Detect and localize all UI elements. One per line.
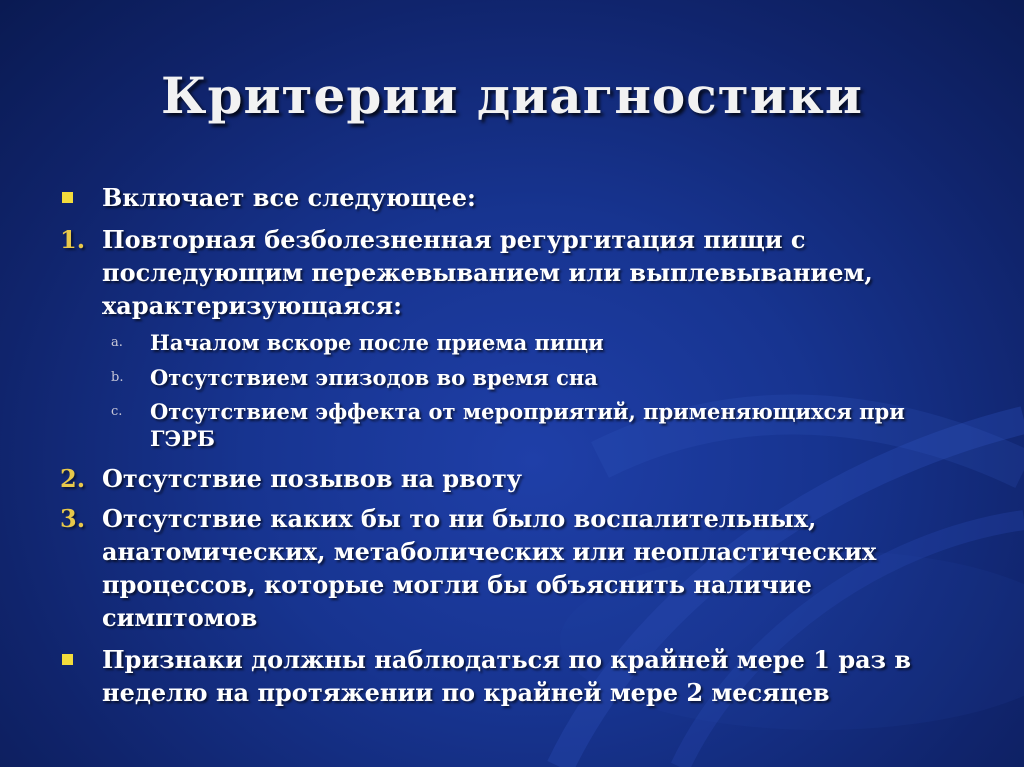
item-2-number: 2. <box>60 464 86 493</box>
item-2-line-1: Отсутствие позывов на рвоту <box>102 464 523 493</box>
item-1-number: 1. <box>60 225 86 254</box>
square-bullet-icon <box>62 654 73 665</box>
subitem-b-marker: b. <box>111 370 124 385</box>
item-1-line-2: последующим пережевыванием или выплевыванием, <box>102 258 873 287</box>
final-note-line-1: Признаки должны наблюдаться по крайней мере 1 раз в <box>102 645 912 674</box>
subitem-b-text: Отсутствием эпизодов во время сна <box>150 365 598 390</box>
item-3-line-3: процессов, которые могли бы объяснить наличие <box>102 570 812 599</box>
final-note <box>102 643 992 709</box>
item-3-number: 3. <box>60 504 86 533</box>
slide-title: Критерии диагностики <box>161 66 863 125</box>
square-bullet-icon <box>62 192 73 203</box>
item-2-text <box>102 462 992 495</box>
intro-label: Включает все следующее: <box>102 183 476 212</box>
subitem-a-text: Началом вскоре после приема пищи <box>150 330 604 355</box>
subitem-c-line-1: Отсутствием эффекта от мероприятий, применяющихся при <box>150 399 905 424</box>
item-3-text <box>102 502 992 634</box>
subitem-c-marker: c. <box>111 404 123 419</box>
item-3-line-2: анатомических, метаболических или неопластических <box>102 537 877 566</box>
item-3-line-4: симптомов <box>102 603 258 632</box>
item-1-text <box>102 223 992 322</box>
final-note-line-2: неделю на протяжении по крайней мере 2 месяцев <box>102 678 830 707</box>
item-3-line-1: Отсутствие каких бы то ни было воспалительных, <box>102 504 817 533</box>
item-1-line-3: характеризующаяся: <box>102 291 402 320</box>
subitem-c-text <box>150 398 990 452</box>
subitem-c-line-2: ГЭРБ <box>150 426 215 451</box>
item-1-line-1: Повторная безболезненная регургитация пищи с <box>102 225 806 254</box>
subitem-a-marker: a. <box>111 335 123 350</box>
